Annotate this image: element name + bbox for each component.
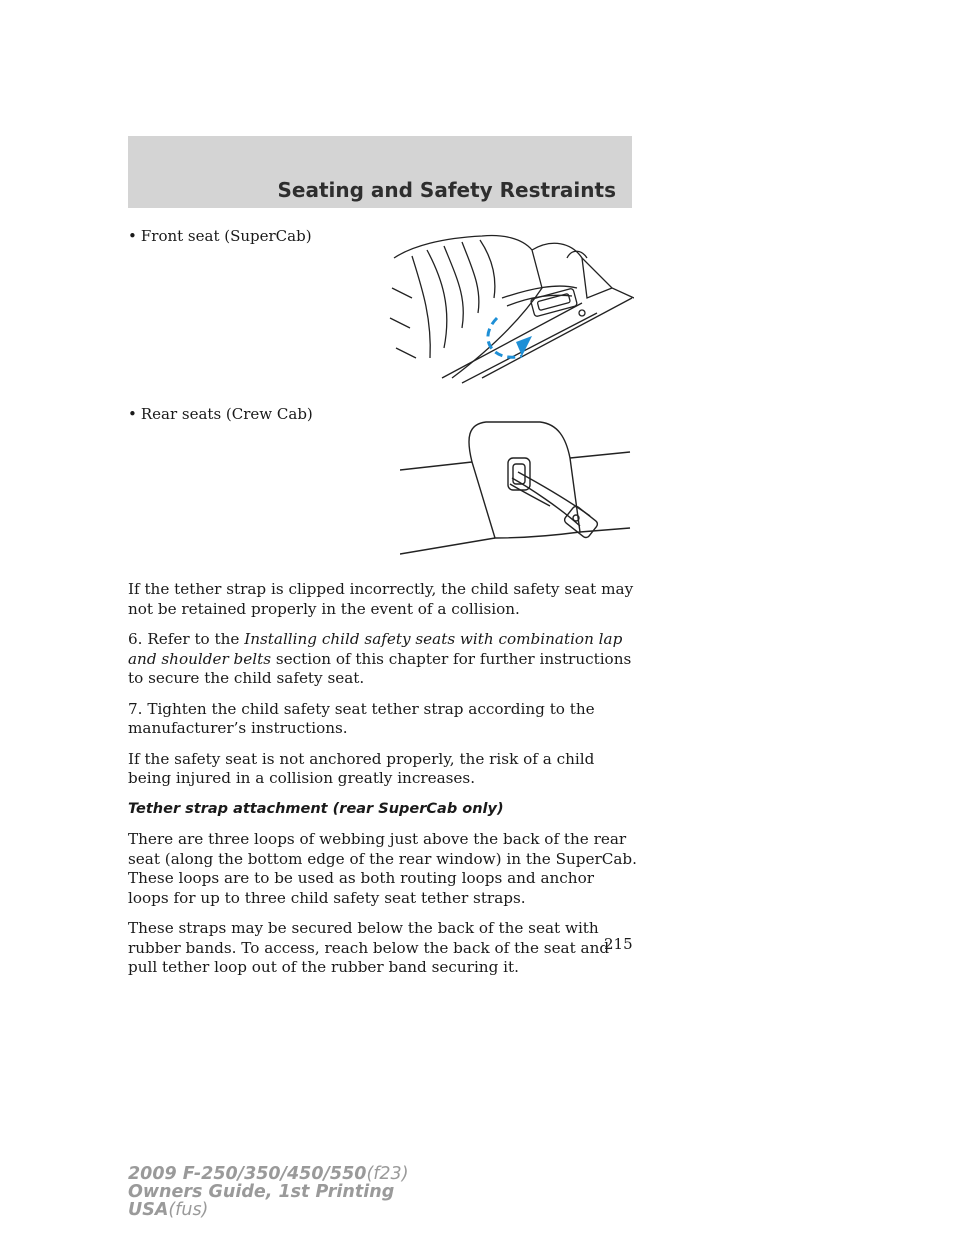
footer-print-info xyxy=(128,1165,409,1219)
bullet-item-front-seat xyxy=(128,226,312,246)
bullet-dot: • xyxy=(128,227,137,245)
rear-seat-tether-anchor-illustration xyxy=(400,418,632,558)
footer-market-code: (fus) xyxy=(168,1200,209,1220)
section-header-band xyxy=(128,136,632,208)
step-6-cross-reference: Installing child safety seats with combination lap and shoulder belts xyxy=(128,630,623,668)
paragraph-three-loops: There are three loops of webbing just above the back of the rear seat (along the bottom edge of the rear window) in the SuperCab. These loops are to be used as both routing loops and anchor loops for up to three child safety seat tether straps. xyxy=(128,830,637,907)
step-6-text-end: section of this chapter for further instructions to secure the child safety seat. xyxy=(128,649,632,687)
bullet-text: Front seat (SuperCab) xyxy=(140,227,312,245)
paragraph-not-anchored-warning: If the safety seat is not anchored properly, the risk of a child being injured in a collision greatly increases. xyxy=(128,749,595,787)
step-6-text-start: 6. Refer to the xyxy=(128,630,245,648)
bullet-text: Rear seats (Crew Cab) xyxy=(140,405,313,423)
paragraph-rubber-bands: These straps may be secured below the back of the seat with rubber bands. To access, reach below the back of the seat and pull tether loop out of the rubber band securing it. xyxy=(128,919,610,976)
page-number: 215 xyxy=(604,935,633,953)
footer-line-guide: Owners Guide, 1st Printing xyxy=(128,1182,395,1202)
paragraph-step-7: 7. Tighten the child safety seat tether strap according to the manufacturer’s instructions. xyxy=(128,699,595,737)
footer-line-market xyxy=(128,1201,409,1219)
section-title: Seating and Safety Restraints xyxy=(277,178,616,202)
bullet-dot: • xyxy=(128,405,137,423)
footer-market: USA xyxy=(128,1200,169,1220)
footer-model-code: (f23) xyxy=(366,1164,409,1184)
footer-line-model xyxy=(128,1165,409,1183)
bullet-item-rear-seats xyxy=(128,404,313,424)
subheading-tether-strap-attachment: Tether strap attachment (rear SuperCab only) xyxy=(128,800,504,817)
footer-model: 2009 F-250/350/450/550 xyxy=(128,1164,367,1184)
paragraph-step-6 xyxy=(128,630,638,689)
paragraph-tether-clipped: If the tether strap is clipped incorrectly, the child safety seat may not be retained properly in the event of a collision. xyxy=(128,580,634,618)
front-seat-tether-anchor-illustration xyxy=(382,228,634,386)
body-text xyxy=(128,580,638,989)
